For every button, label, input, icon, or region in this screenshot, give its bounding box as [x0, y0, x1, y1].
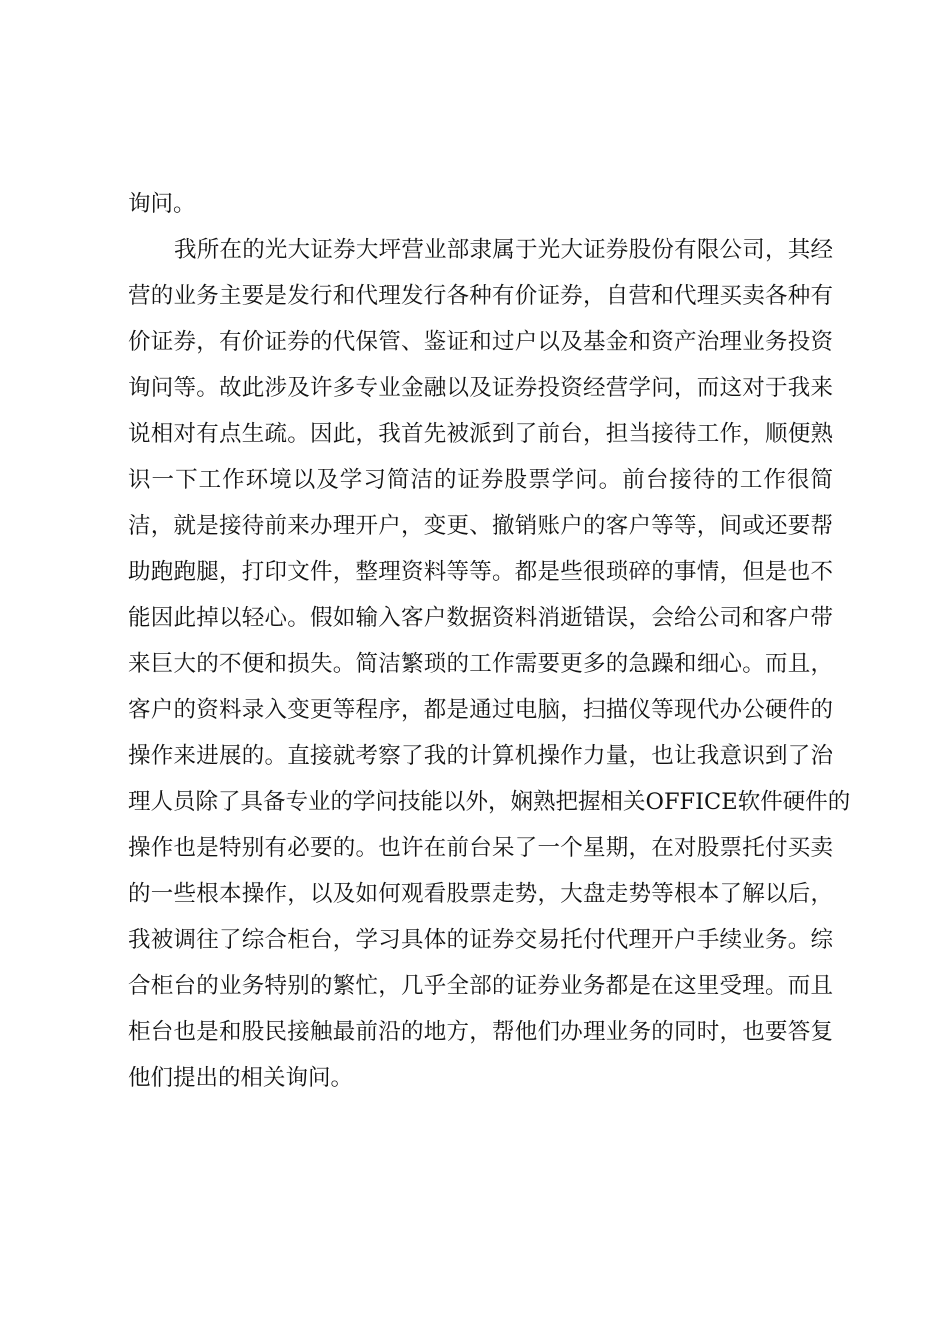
paragraph-line-10: 来巨大的不便和损失。简洁繁琐的工作需要更多的急躁和细心。而且， — [128, 651, 833, 677]
paragraph-line-17: 合柜台的业务特别的繁忙，几乎全部的证券业务都是在这里受理。而且 — [128, 973, 833, 999]
paragraph-line-14: 操作也是特别有必要的。也许在前台呆了一个星期，在对股票托付买卖 — [128, 835, 833, 861]
paragraph-line-19: 他们提出的相关询问。 — [128, 1065, 354, 1091]
paragraph-line-4: 询问等。故此涉及许多专业金融以及证券投资经营学问，而这对于我来 — [128, 375, 833, 401]
paragraph-line-7: 洁，就是接待前来办理开户，变更、撤销账户的客户等等，间或还要帮 — [128, 513, 833, 539]
paragraph-line-16: 我被调往了综合柜台，学习具体的证券交易托付代理开户手续业务。综 — [128, 927, 833, 953]
paragraph-line-18: 柜台也是和股民接触最前沿的地方，帮他们办理业务的同时，也要答复 — [128, 1019, 833, 1045]
body-text — [128, 181, 851, 1101]
paragraph-line-3: 价证券，有价证券的代保管、鉴证和过户以及基金和资产治理业务投资 — [128, 329, 833, 355]
paragraph-line-15: 的一些根本操作，以及如何观看股票走势，大盘走势等根本了解以后， — [128, 881, 833, 907]
paragraph-line-13: 理人员除了具备专业的学问技能以外，娴熟把握相关OFFICE软件硬件的 — [128, 789, 851, 815]
continuation-line: 询问。 — [128, 191, 196, 217]
paragraph-line-9: 能因此掉以轻心。假如输入客户数据资料消逝错误，会给公司和客户带 — [128, 605, 833, 631]
paragraph-line-2: 营的业务主要是发行和代理发行各种有价证券，自营和代理买卖各种有 — [128, 283, 833, 309]
paragraph-line-1: 我所在的光大证券大坪营业部隶属于光大证券股份有限公司，其经 — [174, 237, 833, 263]
paragraph-line-11: 客户的资料录入变更等程序，都是通过电脑，扫描仪等现代办公硬件的 — [128, 697, 833, 723]
paragraph-line-5: 说相对有点生疏。因此，我首先被派到了前台，担当接待工作，顺便熟 — [128, 421, 833, 447]
paragraph-line-12: 操作来进展的。直接就考察了我的计算机操作力量，也让我意识到了治 — [128, 743, 833, 769]
paragraph-line-6: 识一下工作环境以及学习简洁的证券股票学问。前台接待的工作很简 — [128, 467, 833, 493]
paragraph-line-8: 助跑跑腿，打印文件，整理资料等等。都是些很琐碎的事情，但是也不 — [128, 559, 833, 585]
